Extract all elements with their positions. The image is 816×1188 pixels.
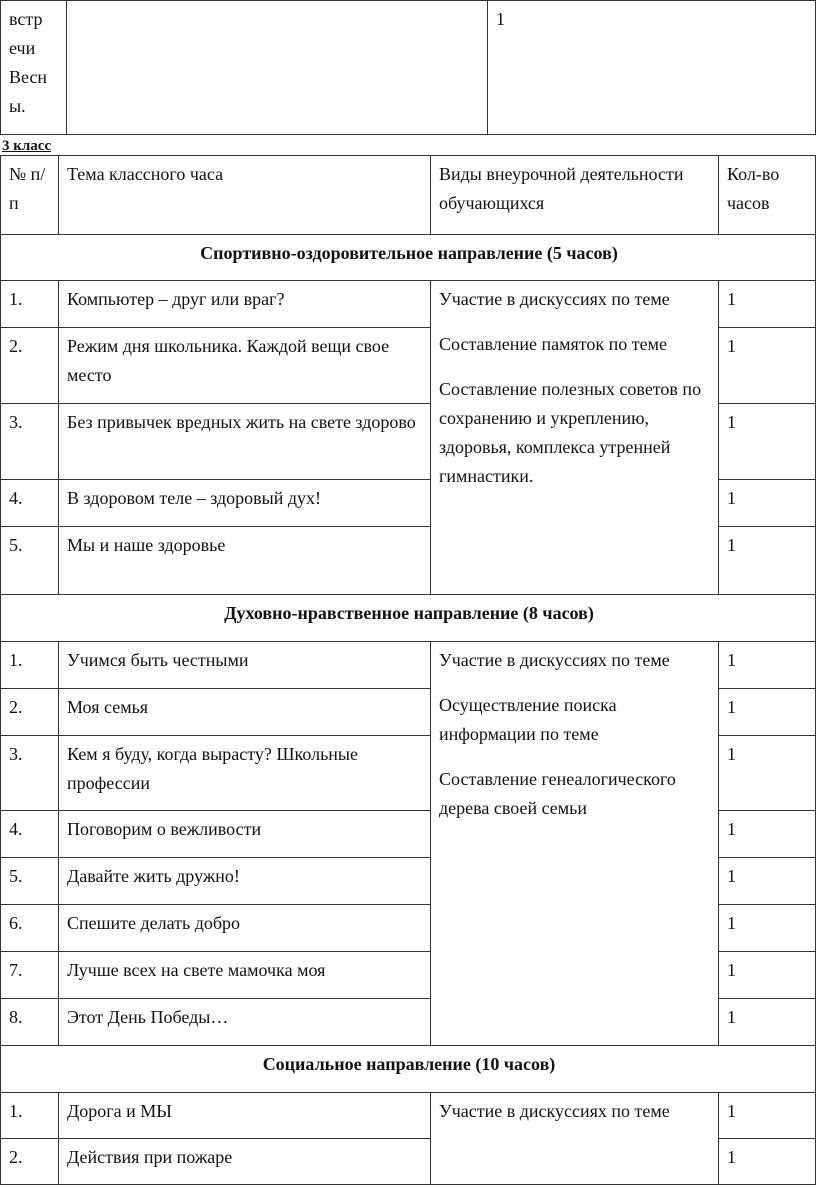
row-hours: 1 — [719, 281, 816, 328]
row-number: 5. — [1, 858, 59, 905]
row-number: 7. — [1, 952, 59, 999]
row-hours: 1 — [719, 328, 816, 404]
activity-item: Составление памяток по теме — [439, 334, 668, 354]
row-topic: Лучше всех на свете мамочка моя — [59, 952, 431, 999]
activity-item: Составление генеалогического дерева своей семьи — [439, 769, 676, 818]
row-topic: Давайте жить дружно! — [59, 858, 431, 905]
activity-item: Участие в дискуссиях по теме — [439, 1101, 670, 1121]
row-topic: Компьютер – друг или враг? — [59, 281, 431, 328]
row-topic: Спешите делать добро — [59, 905, 431, 952]
activity-cell — [431, 1093, 719, 1185]
fragment-topic-line: ы. — [9, 96, 26, 116]
row-hours: 1 — [719, 858, 816, 905]
row-number: 2. — [1, 328, 59, 404]
section-title: Социальное направление (10 часов) — [1, 1046, 816, 1093]
header-hours: Кол-во часов — [719, 156, 816, 235]
section-title: Спортивно-оздоровительное направление (5 часов) — [1, 235, 816, 281]
row-number: 2. — [1, 1139, 59, 1185]
row-topic: Без привычек вредных жить на свете здорово — [59, 404, 431, 480]
row-topic: Поговорим о вежливости — [59, 811, 431, 858]
fragment-topic-cell — [1, 1, 67, 135]
table-row — [1, 281, 816, 328]
row-number: 8. — [1, 999, 59, 1046]
header-activity: Виды внеурочной деятельности обучающихся — [431, 156, 719, 235]
section-title: Духовно-нравственное направление (8 часов) — [1, 595, 816, 642]
section-row — [1, 1046, 816, 1093]
fragment-topic-line: встр — [9, 9, 43, 29]
row-topic: Действия при пожаре — [59, 1139, 431, 1185]
row-number: 1. — [1, 642, 59, 689]
row-topic: Этот День Победы… — [59, 999, 431, 1046]
row-hours: 1 — [719, 952, 816, 999]
activity-item: Составление полезных советов по сохранению и укреплению, здоровья, комплекса утренней гимнастики. — [439, 379, 702, 486]
row-topic: Мы и наше здоровье — [59, 527, 431, 595]
header-number: № п/п — [1, 156, 59, 235]
section-row — [1, 595, 816, 642]
row-hours: 1 — [719, 642, 816, 689]
section-row — [1, 235, 816, 281]
header-topic: Тема классного часа — [59, 156, 431, 235]
row-hours: 1 — [719, 527, 816, 595]
row-hours: 1 — [719, 689, 816, 736]
row-number: 6. — [1, 905, 59, 952]
fragment-topic-line: ечи — [9, 38, 36, 58]
table-row — [1, 1093, 816, 1139]
activity-item: Участие в дискуссиях по теме — [439, 289, 670, 309]
row-number: 4. — [1, 480, 59, 527]
fragment-topic-line: Весн — [9, 67, 48, 87]
activity-cell — [431, 281, 719, 595]
class-hours-table — [0, 155, 816, 1185]
row-topic: Режим дня школьника. Каждой вещи свое место — [59, 328, 431, 404]
row-number: 3. — [1, 736, 59, 811]
row-hours: 1 — [719, 811, 816, 858]
activity-item: Осуществление поиска информации по теме — [439, 695, 617, 744]
activity-cell — [431, 642, 719, 1046]
table-header-row — [1, 156, 816, 235]
row-topic: Кем я буду, когда вырасту? Школьные профессии — [59, 736, 431, 811]
row-topic: Дорога и МЫ — [59, 1093, 431, 1139]
previous-page-table-fragment — [0, 0, 816, 135]
row-hours: 1 — [719, 404, 816, 480]
row-hours: 1 — [719, 1093, 816, 1139]
row-number: 5. — [1, 527, 59, 595]
row-hours: 1 — [719, 480, 816, 527]
activity-item: Участие в дискуссиях по теме — [439, 650, 670, 670]
row-hours: 1 — [719, 905, 816, 952]
fragment-empty-cell — [67, 1, 488, 135]
row-hours: 1 — [719, 999, 816, 1046]
row-topic: Учимся быть честными — [59, 642, 431, 689]
row-hours: 1 — [719, 1139, 816, 1185]
row-number: 4. — [1, 811, 59, 858]
row-hours: 1 — [719, 736, 816, 811]
row-topic: В здоровом теле – здоровый дух! — [59, 480, 431, 527]
table-row — [1, 642, 816, 689]
fragment-hours-cell: 1 — [488, 1, 816, 135]
class-label: 3 класс — [2, 138, 52, 154]
row-number: 2. — [1, 689, 59, 736]
row-number: 1. — [1, 1093, 59, 1139]
row-number: 1. — [1, 281, 59, 328]
row-topic: Моя семья — [59, 689, 431, 736]
row-number: 3. — [1, 404, 59, 480]
